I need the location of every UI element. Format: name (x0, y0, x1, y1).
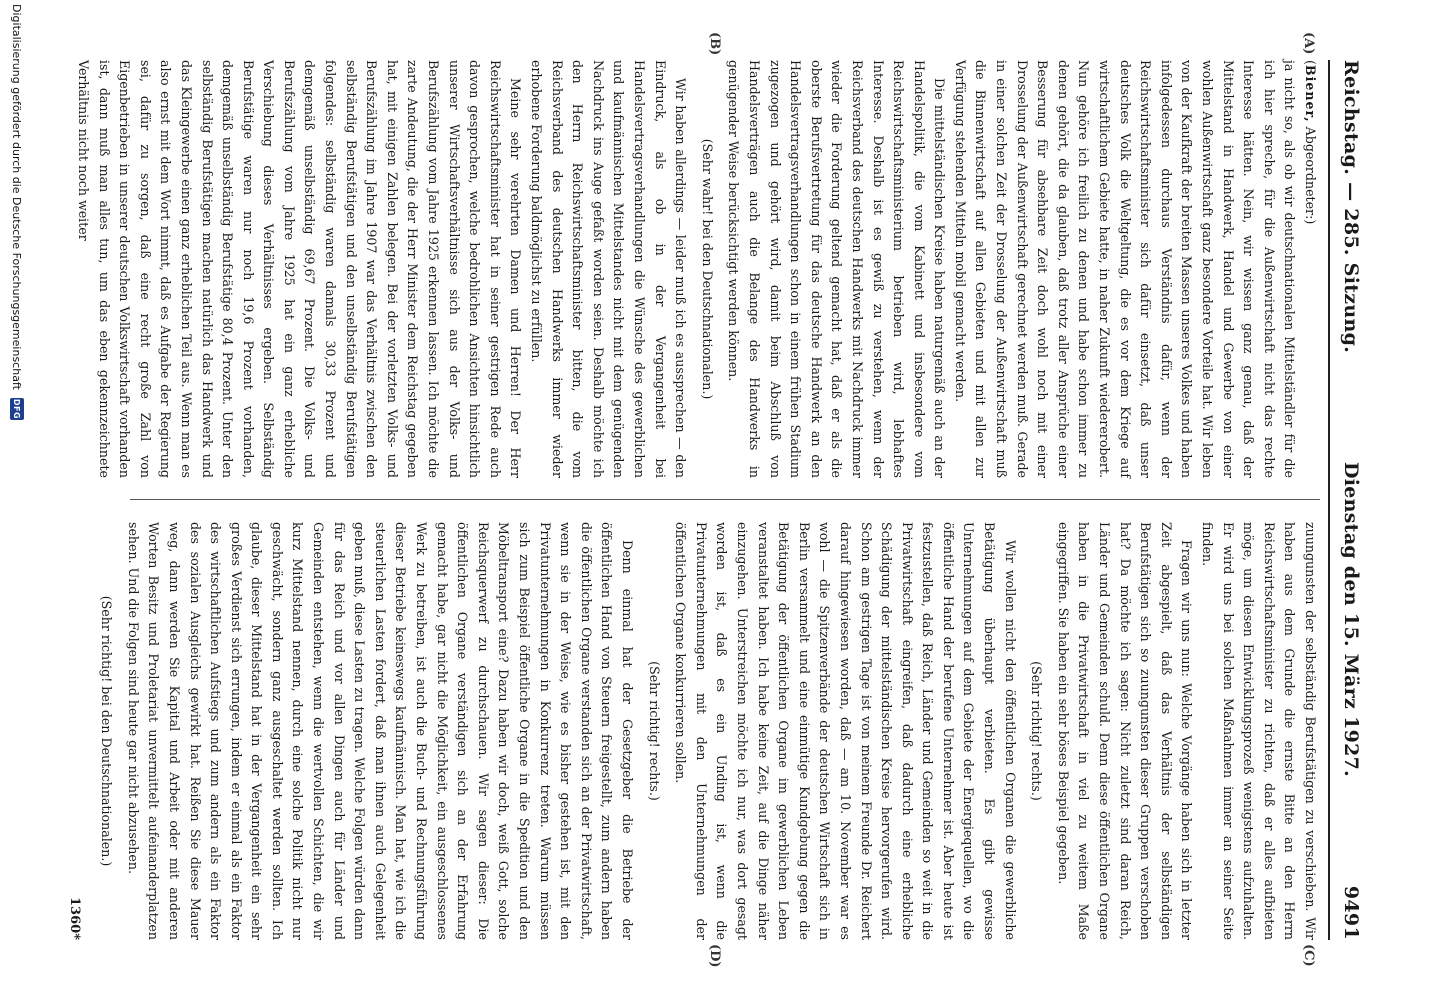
paragraph: Fragen wir uns nun: Welche Vorgänge haben sich in letzter Zeit abgespielt, daß das Verhältnis der selbständigen Berufstätigen sich so zuungunsten dieser Gruppen verschoben hat? Da möchte ich sagen: Nicht zuletzt sind daran Reich, Länder und Gemeinden schuld. Denn diese öffentlichen Organe haben in die Privatwirtschaft in viel zu weitem Maße eingegriffen. Sie haben ein sehr böses Beispiel gegeben. (1055, 522, 1195, 940)
credit-text: Digitalisierung gefördert durch die Deutsche Forschungsgemeinschaft (10, 4, 24, 390)
interjection: (Sehr richtig! bei den Deutschnationalen.) (99, 595, 115, 867)
interjection: (Sehr richtig! rechts.) (1029, 661, 1045, 801)
paragraph: zuungunsten der selbständig Berufstätigen zu verschieben. Wir haben aus dem Grunde die ernste Bitte an den Herrn Reichswirtschaftsminister zu richten, daß er alles aufbieten möge, um diesen Entwicklungsprozeß wenigstens aufzuhalten. Er wird uns bei solchen Maßnahmen immer an seiner Seite finden. (1200, 522, 1318, 940)
margin-letter-d: (D) (707, 944, 722, 968)
paragraph: Denn einmal hat der Gesetzgeber die Betriebe der öffentlichen Hand von Steuern freigestellt, zum andern haben die öffentlichen Organe verstanden sich an der Privatwirtschaft, wenn sie in der Weise, wie es bisher gestehen ist, mit den Privatunternehmungen in Konkurrenz treten. Warum müssen sich zum Beispiel öffentliche Organe in die Spedition und den Möbeltransport eine? Dazu haben wir doch, weiß Gott, solche Reichsquerwerf zu durchschauen. Wir sagen dieser: Die öffentlichen Organe verständigen sich an der Erfahrung gemacht habe, gar nicht die Möglichkeit, ein ausgeschlossenes Werk zu betreiben, ist auch die Buch- und Rechnungsführung dieser Betriebe keineswegs kaufmännisch. Man hat, wie ich die steuerlichen Lasten fordert, daß man ihnen auch Gelegenheit geben muß, diese Lasten zu tragen. Welche Folgen würden dann für das Reich und vor allen Dingen auch für Länder und Gemeinden entstehen, wenn die wertvollen Schichten, die wir kurz Mittelstand nennen, durch eine solche Politik nicht nur geschwächt, sondern ganz ausgeschaltet werden sollten. Ich glaube, dieser Mittelstand hat in der Vergangenheit ein sehr großes Verdienst sich errungen, indem er einmal als ein Faktor des wirtschaftlichen Aufstiegs und zum andern als ein Faktor des sozialen Ausgleichs gewirkt hat. Reißen Sie diese Mauer weg, dann werden Sie Kapital und Arbeit oder mit anderen Worten Besitz und Proletariat unvermittelt aufeinanderplatzen sehen. Und die Folgen sind heute gar nicht abzusehen. (125, 522, 635, 940)
paragraph: Meine sehr verehrten Damen und Herren! Der Herr Reichswirtschaftsminister hat in seiner gestrigen Rede auch davon gesprochen, welche bedrohlichen Ansichten hinsichtlich unserer Wirtschaftsverhältnisse sich aus der Volks- und Berufszählung vom Jahre 1925 erkennen lassen. Ich möchte die zarte Andeutung, die der Herr Minister dem Reichstag gegeben hat, mit einigen Zahlen belegen. Bei der vorletzten Volks- und Berufszählung im Jahre 1907 war das Verhältnis zwischen den selbständig Berufstätigen und den unselbständig Berufstätigen folgendes: selbständig waren damals 30,33 Prozent und demgemäß unselbständig 69,67 Prozent. Die Volks- und Berufszählung vom Jahre 1925 hat ein ganz erhebliche Verschiebung dieses Verhältnisses ergeben. Selbständig Berufstätige waren nur noch 19,6 Prozent vorhanden, demgemäß unselbständig Berufstätige 80,4 Prozent. Unter den selbständig Berufstätigen machen natürlich das Handwerk und das Kleingewerbe einen ganz erheblichen Teil aus. Wenn man es also ernst mit dem Wort nimmt, daß es Aufgabe der Regierung sei, dafür zu sorgen, daß eine recht große Zahl von Eigenbetrieben in unserer deutschen Volkswirtschaft vorhanden ist, dann muß man alles tun, um das eben gekennzeichnete Verhältnis nicht noch weiter (75, 60, 524, 478)
header-rule (1328, 60, 1330, 940)
page-signature: 1360* (67, 897, 82, 940)
header-session: Reichstag. — 285. Sitzung. (1340, 60, 1362, 354)
margin-letter-c: (C) (1301, 944, 1316, 967)
header-page-number: 9491 (1340, 885, 1362, 940)
dfg-logo-icon: DFG (10, 398, 24, 420)
paragraph: Die mittelständischen Kreise haben naturgemäß auch an der Handelspolitik, die vom Kabinett und insbesondere vom Reichswirtschaftsministerium betrieben wird, lebhaftes Interesse. Deshalb ist es gewiß zu verstehen, wenn der Reichsverband des deutschen Handwerks mit Nachdruck immer wieder die Forderung geltend gemacht hat, daß er als die oberste Berufsvertretung für das deutsche Handwerk an den Handelsvertragsverhandlungen schon in einem frühen Stadium zugezogen und gehört wird, damit beim Abschluß von Handelsverträgen auch die Belange des Handwerks in genügender Weise berücksichtigt werden können. (726, 60, 948, 478)
paragraph: Wir haben allerdings — leider muß ich es aussprechen — den Eindruck, als ob in der Vergangenheit bei Handelsvertragsverhandlungen die Wünsche des gewerblichen und kaufmännischen Mittelstandes nicht mit dem genügenden Nachdruck ins Auge gefaßt worden seien. Deshalb möchte ich den Herrn Reichswirtschaftsminister bitten, die vom Reichsverband des deutschen Handwerks immer wieder erhobene Forderung baldmöglichst zu erfüllen. (529, 60, 689, 478)
paragraph: ja nicht so, als ob wir deutschnationalen Mittelständler für die ich hier spreche, für die Außenwirtschaft nicht das rechte Interesse hätten. Nein, wir wissen ganz genau, daß der Mittelstand in Handwerk, Handel und Gewerbe von einer wohlen Außenwirtschaft ganz besondere Vorteile hat. Wir leben von der Kaufkraft der breiten Massen unseres Volkes und haben infolgedessen durchaus Verständnis dafür, wenn der Reichswirtschaftsminister sich dafür einsetzt, daß unser deutsches Volk die Weltgeltung, die es vor dem Kriege auf wirtschaftlichem Gebiete hatte, in naher Zukunft wiedererobert. Nun gehöre ich freilich zu denen und habe schon immer zu denen gehört, die da glauben, daß trotz aller Ansprüche einer Besserung für absehbare Zeit doch wohl noch mit einer Drosselung der Außenwirtschaft gerechnet werden muß. Gerade in einer solchen Zeit der Drosselung der Außenwirtschaft muß die Binnenwirtschaft auf allen Gebieten und mit allen zur Verfügung stehenden Mitteln mobil gemacht werden. (952, 60, 1298, 478)
page-header (1334, 60, 1368, 940)
interjection: (Sehr richtig! rechts.) (646, 661, 662, 801)
header-date: Dienstag den 15. März 1927. (1340, 461, 1362, 778)
column-divider (130, 499, 1320, 500)
digitization-credit (6, 0, 28, 1004)
interjection: (Sehr wahr! bei den Deutschnationalen.) (699, 138, 715, 400)
margin-letter-b: (B) (707, 32, 722, 56)
paragraph: Wir wollen nicht den öffentlichen Organen die gewerbliche Betätigung überhaupt verbieten. Es gibt gewisse Unternehmungen auf dem Gebiete der Energiequellen, wo die öffentliche Hand der berufene Unternehmer ist. Aber heute ist festzustellen, daß Reich, Länder und Gemeinden so weit in die Privatwirtschaft eingreifen, daß dadurch eine erhebliche Schädigung der mittelständischen Kreise hervorgerufen wird. Schon am gestrigen Tage ist von meinem Freunde Dr. Reichert darauf hingewiesen worden, daß — am 10. November war es wohl — die Spitzenverbände der deutschen Wirtschaft sich in Berlin versammelt und eine einmütige Kundgebung gegen die Betätigung der öffentlichen Organe im gewerblichen Leben veranstaltet haben. Ich habe keine Zeit, auf die Dinge näher einzugehen. Unterstreichen möchte ich nur, was dort gesagt worden ist, daß es ein Unding ist, wenn die Privatunternehmungen mit den Unternehmungen der öffentlichen Organe konkurrieren sollen. (673, 522, 1018, 940)
right-column (99, 522, 1320, 940)
left-column (75, 60, 1320, 478)
speaker-role: Abgeordneter: (1303, 126, 1318, 220)
margin-letter-a: (A) (1301, 32, 1316, 55)
speaker-name: Biener, (1303, 64, 1318, 123)
speaker-line: (Biener, Abgeordneter:) (1303, 60, 1318, 225)
